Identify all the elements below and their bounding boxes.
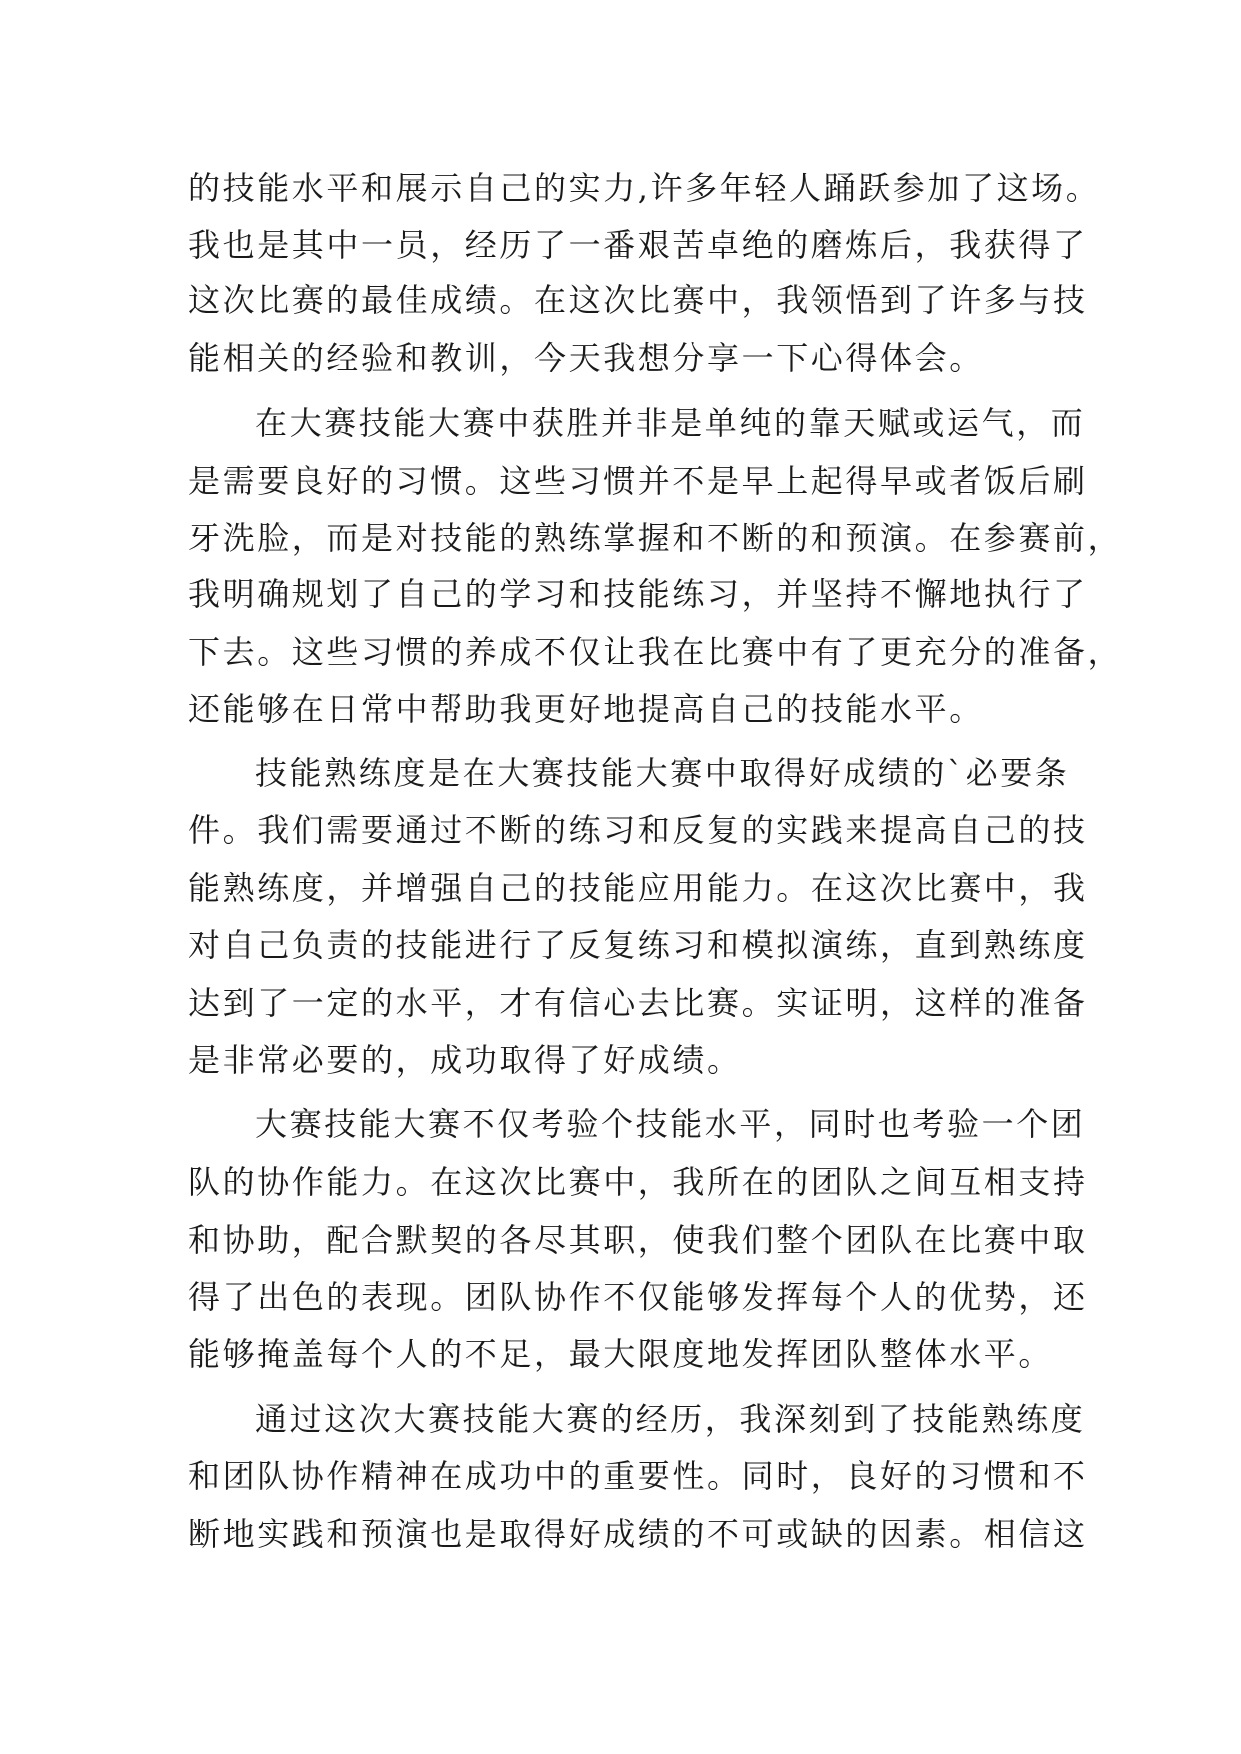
text-line: 是非常必要的，成功取得了好成绩。 xyxy=(188,1041,742,1079)
paragraph-first-line: 大赛技能大赛不仅考验个技能水平，同时也考验一个团 xyxy=(255,1105,1086,1143)
text-line: 的技能水平和展示自己的实力,许多年轻人踊跃参加了这场。 xyxy=(188,169,1101,207)
text-line: 这次比赛的最佳成绩。在这次比赛中，我领悟到了许多与技 xyxy=(188,281,1088,319)
text-line: 和团队协作精神在成功中的重要性。同时，良好的习惯和不 xyxy=(188,1457,1088,1495)
paragraph-first-line: 在大赛技能大赛中获胜并非是单纯的靠天赋或运气，而 xyxy=(255,404,1086,442)
text-line: 达到了一定的水平，才有信心去比赛。实证明，这样的准备 xyxy=(188,984,1088,1022)
text-line: 我明确规划了自己的学习和技能练习，并坚持不懈地执行了 xyxy=(188,575,1088,613)
paragraph-first-line: 通过这次大赛技能大赛的经历，我深刻到了技能熟练度 xyxy=(255,1400,1086,1438)
text-line: 还能够在日常中帮助我更好地提高自己的技能水平。 xyxy=(188,690,984,728)
text-line: 对自己负责的技能进行了反复练习和模拟演练，直到熟练度 xyxy=(188,926,1088,964)
text-line: 件。我们需要通过不断的练习和反复的实践来提高自己的技 xyxy=(188,811,1088,849)
text-line: 得了出色的表现。团队协作不仅能够发挥每个人的优势，还 xyxy=(188,1278,1088,1316)
text-line: 和协助，配合默契的各尽其职，使我们整个团队在比赛中取 xyxy=(188,1221,1088,1259)
text-line: 能相关的经验和教训，今天我想分享一下心得体会。 xyxy=(188,339,984,377)
text-line: 队的协作能力。在这次比赛中，我所在的团队之间互相支持 xyxy=(188,1163,1088,1201)
text-line: 是需要良好的习惯。这些习惯并不是早上起得早或者饭后刷 xyxy=(188,462,1088,500)
text-line: 能熟练度，并增强自己的技能应用能力。在这次比赛中，我 xyxy=(188,869,1088,907)
text-line: 能够掩盖每个人的不足，最大限度地发挥团队整体水平。 xyxy=(188,1335,1054,1373)
paragraph-first-line: 技能熟练度是在大赛技能大赛中取得好成绩的`必要条 xyxy=(255,754,1070,792)
text-line: 我也是其中一员，经历了一番艰苦卓绝的磨炼后，我获得了 xyxy=(188,226,1088,264)
text-line: 牙洗脸，而是对技能的熟练掌握和不断的和预演。在参赛前， xyxy=(188,519,1123,557)
text-line: 下去。这些习惯的养成不仅让我在比赛中有了更充分的准备， xyxy=(188,633,1123,671)
text-line: 断地实践和预演也是取得好成绩的不可或缺的因素。相信这 xyxy=(188,1515,1088,1553)
